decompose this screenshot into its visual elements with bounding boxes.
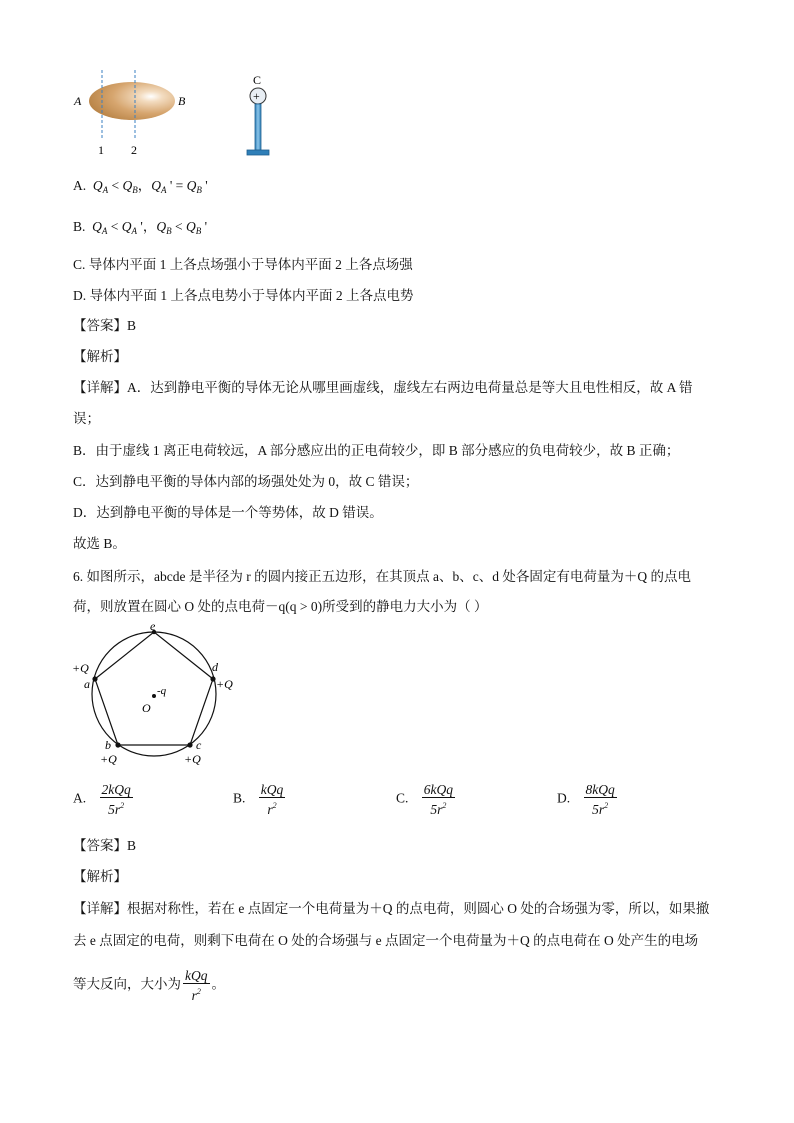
q5-option-a: A. $Q_A < Q_B$，$Q_A$ ' = $Q_B$ ' [73, 178, 208, 195]
plus-sign: + [253, 89, 260, 103]
q5-detail-1a [73, 378, 693, 398]
label-1: 1 [98, 143, 104, 157]
q6-detail-3 [73, 968, 225, 1003]
q6-stem-line-2: 荷，则放置在圆心 O 处的点电荷－q(q > 0)所受到的静电力大小为（ ） [73, 599, 488, 614]
q5-answer: 【答案】B [73, 318, 137, 333]
q6-detail-1 [73, 899, 709, 919]
q5-analysis-heading: 【解析】 [73, 349, 127, 364]
q5-detail-4: D．达到静电平衡的导体是一个等势体，故 D 错误。 [73, 505, 383, 520]
option-fraction: $\frac{\text{2kQq}}{5r^2}$ [101, 782, 131, 817]
option-prefix: C. [396, 790, 409, 806]
q6-detail-2: 去 e 点固定的电荷，则剩下电荷在 O 处的合场强与 e 点固定一个电荷量为＋Q 的点电荷在 O 处产生的电场 [73, 933, 699, 948]
insulating-stand [255, 104, 261, 150]
q5-detail-1b: 误； [73, 411, 100, 426]
label-plusQ-a: +Q [72, 661, 89, 675]
q5-detail-2: B．由于虚线 1 离正电荷较远，A 部分感应出的正电荷较少，即 B 部分感应的负电荷较少，故 B 正确； [73, 443, 680, 458]
pentagon [95, 632, 213, 745]
option-prefix: B. [233, 790, 246, 806]
option-prefix: D. [557, 790, 571, 806]
label-A: A [74, 94, 82, 108]
vertex-a [92, 676, 97, 681]
q6-analysis-heading: 【解析】 [73, 869, 127, 884]
option-prefix: B. [73, 219, 86, 234]
q5-option-d: D. 导体内平面 1 上各点电势小于导体内平面 2 上各点电势 [73, 288, 414, 303]
detail-fraction: $\frac{\text{kQq}}{r^2}$ [185, 968, 208, 1003]
q6-option-c [396, 782, 457, 817]
detail-tag: 【详解】 [73, 901, 127, 916]
detail-end: 。 [211, 976, 225, 992]
option-fraction: $\frac{\text{6kQq}}{5r^2}$ [423, 782, 454, 817]
label-O: O [142, 701, 151, 715]
conductor-figure [70, 68, 290, 160]
option-fraction: $\frac{\text{8kQq}}{5r^2}$ [585, 782, 615, 817]
label-C: C [253, 73, 262, 87]
q5-option-c: C. 导体内平面 1 上各点场强小于导体内平面 2 上各点场强 [73, 257, 413, 272]
pentagon-figure [70, 622, 250, 772]
label-plusQ-d: +Q [216, 677, 233, 691]
label-d: d [212, 660, 218, 674]
vertex-b [115, 742, 120, 747]
option-prefix: A. [73, 178, 87, 193]
label-c: c [196, 738, 202, 752]
detail-text: A．达到静电平衡的导体无论从哪里画虚线，虚线左右两边电荷量总是等大且电性相反，故 A 错 [127, 380, 693, 395]
center-charge [152, 694, 156, 698]
option-prefix: A. [73, 790, 87, 806]
stand-base [247, 150, 269, 155]
vertex-d [210, 676, 215, 681]
q6-answer: 【答案】B [73, 838, 137, 853]
label-minus-q: -q [157, 685, 167, 697]
label-2: 2 [131, 143, 137, 157]
label-e: e [150, 622, 156, 633]
q5-conclusion: 故选 B。 [73, 536, 126, 551]
label-b: b [105, 738, 111, 752]
label-plusQ-c: +Q [184, 752, 201, 766]
label-a: a [84, 677, 90, 691]
q6-option-d [557, 782, 619, 817]
q5-option-b: B. $Q_A < Q_A$ '，$Q_B < Q_B$ ' [73, 219, 208, 236]
label-B: B [178, 94, 186, 108]
q6-stem-line-1: 6. 如图所示，abcde 是半径为 r 的圆内接正五边形，在其顶点 a、b、c、d 处各固定有电荷量为＋Q 的点电 [73, 569, 691, 584]
q5-detail-3: C．达到静电平衡的导体内部的场强处处为 0，故 C 错误； [73, 474, 419, 489]
label-plusQ-b: +Q [100, 752, 117, 766]
detail-tag: 【详解】 [73, 380, 127, 395]
vertex-c [187, 742, 192, 747]
option-fraction: $\frac{\text{kQq}}{r^2}$ [260, 782, 284, 817]
q6-option-a [73, 782, 135, 817]
detail-text: 等大反向，大小为 [73, 976, 181, 992]
detail-text: 根据对称性，若在 e 点固定一个电荷量为＋Q 的点电荷，则圆心 O 处的合场强为零，所以，如果撤 [127, 901, 710, 916]
q6-option-b [233, 782, 287, 817]
